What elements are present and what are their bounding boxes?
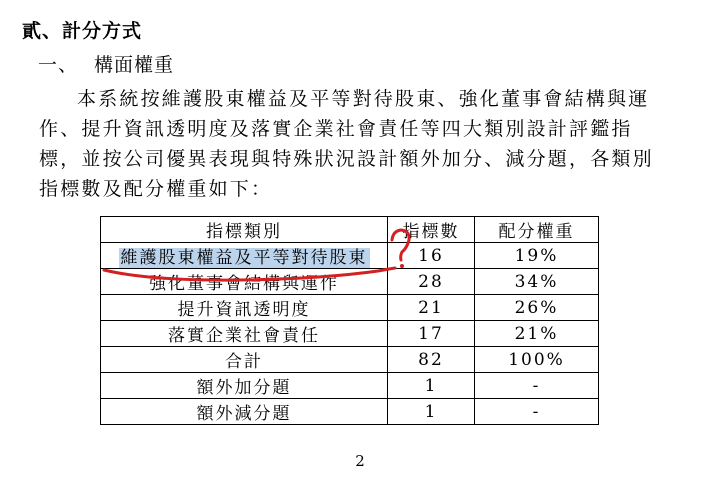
weight-cell: 21%	[475, 321, 599, 347]
weight-cell: -	[475, 399, 599, 425]
category-cell: 強化董事會結構與運作	[101, 269, 388, 295]
question-mark-dot	[400, 264, 404, 268]
paragraph-line: 本系統按維護股東權益及平等對待股東、強化董事會結構與運	[77, 88, 650, 110]
category-cell: 額外減分題	[101, 399, 388, 425]
weight-cell: 19%	[475, 243, 599, 269]
page-number: 2	[355, 452, 365, 470]
question-mark-icon	[392, 230, 409, 260]
weight-cell: -	[475, 373, 599, 399]
weight-cell: 100%	[475, 347, 599, 373]
count-cell: 17	[388, 321, 475, 347]
header-count: 指標數	[388, 217, 475, 243]
count-cell: 82	[388, 347, 475, 373]
category-cell: 合計	[101, 347, 388, 373]
subsection-number: 一、	[38, 54, 79, 76]
count-cell: 1	[388, 373, 475, 399]
count-cell: 21	[388, 295, 475, 321]
count-cell: 28	[388, 269, 475, 295]
weight-cell: 34%	[475, 269, 599, 295]
paragraph-line: 指標數及配分權重如下：	[39, 178, 273, 200]
count-cell: 1	[388, 399, 475, 425]
weight-cell: 26%	[475, 295, 599, 321]
subsection-title: 構面權重	[94, 54, 175, 76]
section-heading: 貳、計分方式	[22, 20, 143, 42]
category-cell: 提升資訊透明度	[101, 295, 388, 321]
category-cell: 額外加分題	[101, 373, 388, 399]
header-weight: 配分權重	[475, 217, 599, 243]
count-cell: 16	[388, 243, 475, 269]
red-underline-mark	[104, 268, 395, 280]
category-cell: 落實企業社會責任	[101, 321, 388, 347]
paragraph-line: 作、提升資訊透明度及落實企業社會責任等四大類別設計評鑑指	[39, 118, 633, 140]
highlighted-text[interactable]: 維護股東權益及平等對待股東	[120, 248, 368, 268]
header-category: 指標類別	[101, 217, 388, 243]
paragraph-line: 標，並按公司優異表現與特殊狀況設計額外加分、減分題，各類別	[39, 148, 654, 170]
